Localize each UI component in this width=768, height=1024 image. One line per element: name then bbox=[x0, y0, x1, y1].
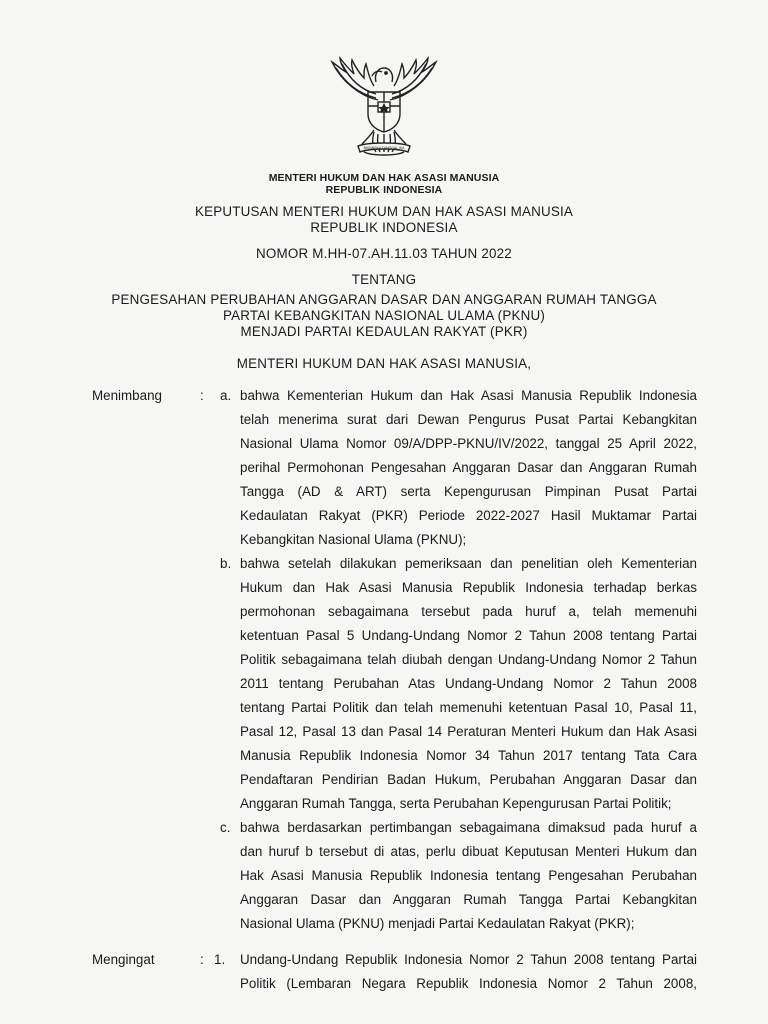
body-line: dan huruf b tersebut di atas, perlu dibuat Keputusan Menteri Hukum dan bbox=[240, 844, 697, 859]
body-line: Hukum dan Hak Asasi Manusia Republik Indonesia terhadap berkas bbox=[240, 580, 697, 595]
body-line: Kebangkitan Nasional Ulama (PKNU); bbox=[240, 532, 467, 547]
body-line: ketentuan Pasal 5 Undang-Undang Nomor 2 Tahun 2008 tentang Partai bbox=[240, 628, 697, 643]
body-line: tentang Partai Politik dan telah memenuhi ketentuan Pasal 10, Pasal 11, bbox=[240, 700, 697, 715]
about-label: TENTANG bbox=[351, 272, 417, 287]
decree-title-line2: REPUBLIK INDONESIA bbox=[310, 220, 458, 235]
minister-title-line2: REPUBLIK INDONESIA bbox=[325, 184, 443, 196]
mengingat-colon: : bbox=[200, 952, 204, 967]
issuer-line: MENTERI HUKUM DAN HAK ASASI MANUSIA, bbox=[236, 356, 532, 371]
seal-caption: BHINNEKA TUNGGAL IKA bbox=[363, 146, 405, 150]
menimbang-label: Menimbang bbox=[92, 388, 162, 403]
decree-title-line1: KEPUTUSAN MENTERI HUKUM DAN HAK ASASI MANUSIA bbox=[194, 204, 574, 219]
body-line: permohonan sebagaimana tersebut pada huruf a, telah memenuhi bbox=[240, 604, 697, 619]
item-marker: b. bbox=[220, 556, 232, 571]
body-line: bahwa setelah dilakukan pemeriksaan dan penelitian oleh Kementerian bbox=[240, 556, 697, 571]
subject-line3: MENJADI PARTAI KEDAULAN RAKYAT (PKR) bbox=[240, 324, 528, 339]
subject-line2: PARTAI KEBANGKITAN NASIONAL ULAMA (PKNU) bbox=[222, 308, 545, 323]
body-line: Nasional Ulama (PKNU) menjadi Partai Kedaulatan Rakyat (PKR); bbox=[240, 916, 635, 931]
item-marker: a. bbox=[220, 388, 232, 403]
body-line: Nasional Ulama Nomor 09/A/DPP-PKNU/IV/2022, tanggal 25 April 2022, bbox=[240, 436, 697, 451]
body-line: Politik (Lembaran Negara Republik Indonesia Nomor 2 Tahun 2008, bbox=[240, 976, 697, 991]
body-line: Politik sebagaimana telah diubah dengan Undang-Undang Nomor 2 Tahun bbox=[240, 652, 697, 667]
body-line: Tangga (AD & ART) serta Kepengurusan Pimpinan Pusat Partai bbox=[240, 484, 697, 499]
body-line: Manusia Republik Indonesia Nomor 34 Tahun 2017 tentang Tata Cara bbox=[240, 748, 697, 763]
body-line: telah menerima surat dari Dewan Pengurus Pusat Partai Kebangkitan bbox=[240, 412, 697, 427]
mengingat-label: Mengingat bbox=[92, 952, 155, 967]
subject-line1: PENGESAHAN PERUBAHAN ANGGARAN DASAR DAN ANGGARAN RUMAH TANGGA bbox=[111, 292, 657, 307]
minister-title-line1: MENTERI HUKUM DAN HAK ASASI MANUSIA bbox=[268, 172, 500, 184]
body-line: perihal Permohonan Pengesahan Anggaran Dasar dan Anggaran Rumah bbox=[240, 460, 697, 475]
item-marker: c. bbox=[220, 820, 231, 835]
item-marker: 1. bbox=[214, 952, 226, 967]
body-line: Pendaftaran Pendirian Badan Hukum, Perubahan Anggaran Dasar dan bbox=[240, 772, 697, 787]
body-line: Pasal 12, Pasal 13 dan Pasal 14 Peraturan Menteri Hukum dan Hak Asasi bbox=[240, 724, 697, 739]
body-line: Hak Asasi Manusia Republik Indonesia tentang Pengesahan Perubahan bbox=[240, 868, 697, 883]
body-line: Kedaulatan Rakyat (PKR) Periode 2022-2027 Hasil Muktamar Partai bbox=[240, 508, 697, 523]
body-line: Undang-Undang Republik Indonesia Nomor 2 Tahun 2008 tentang Partai bbox=[240, 952, 697, 967]
garuda-emblem-icon bbox=[316, 52, 452, 164]
decree-number: NOMOR M.HH-07.AH.11.03 TAHUN 2022 bbox=[256, 246, 512, 261]
body-line: bahwa Kementerian Hukum dan Hak Asasi Manusia Republik Indonesia bbox=[240, 388, 697, 403]
body-line: bahwa berdasarkan pertimbangan sebagaimana dimaksud pada huruf a bbox=[240, 820, 697, 835]
body-line: Anggaran Dasar dan Anggaran Rumah Tangga Partai Kebangkitan bbox=[240, 892, 697, 907]
menimbang-colon: : bbox=[200, 388, 204, 403]
body-line: 2011 tentang Perubahan Atas Undang-Undang Nomor 2 Tahun 2008 bbox=[240, 676, 697, 691]
body-line: Anggaran Rumah Tangga, serta Perubahan Kepengurusan Partai Politik; bbox=[240, 796, 672, 811]
